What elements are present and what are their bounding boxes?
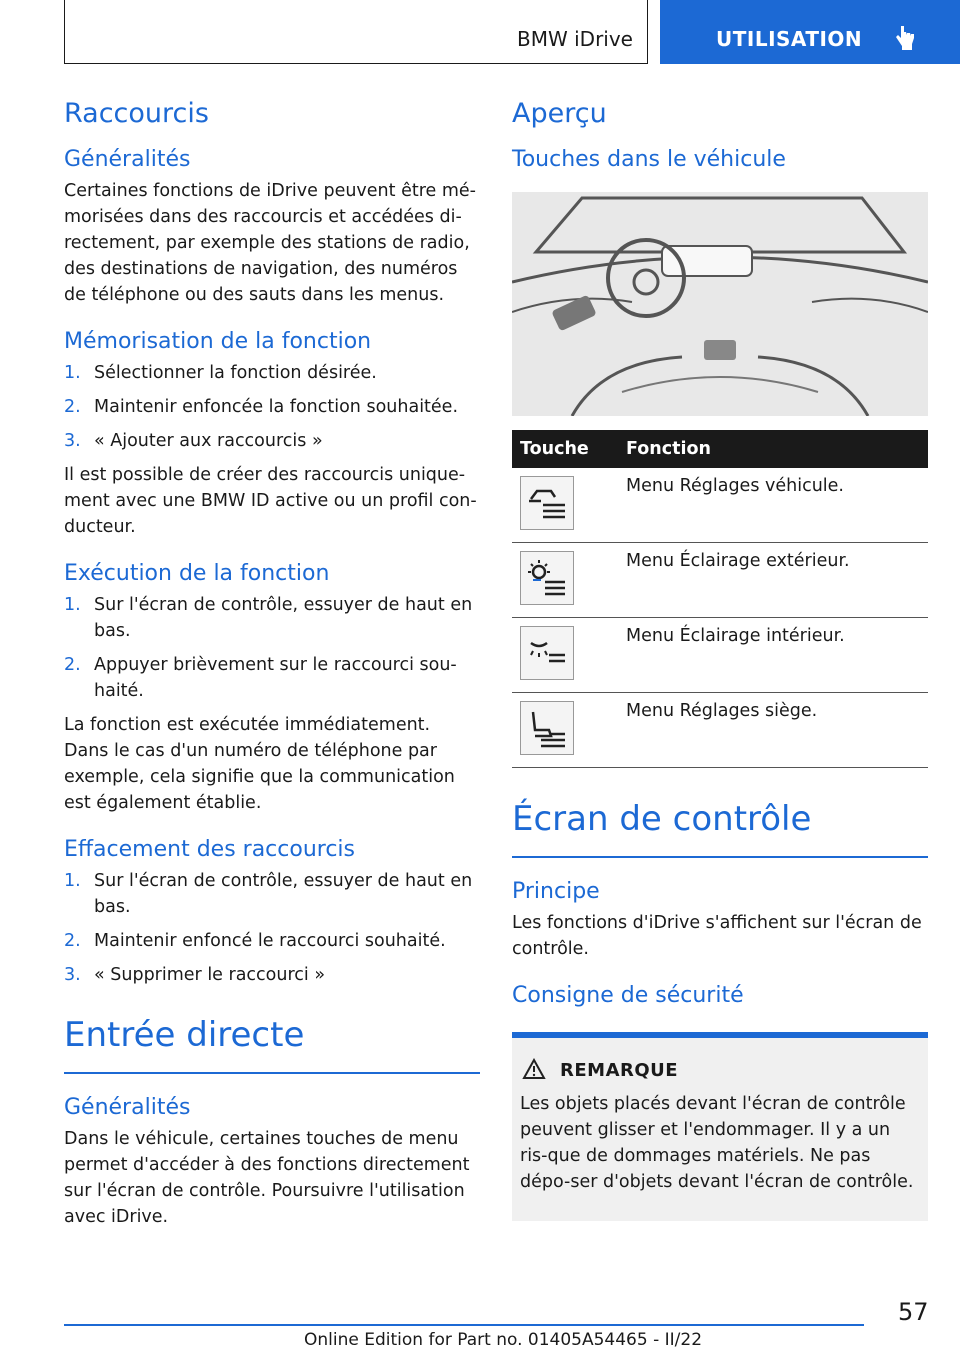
list-item: 1. Sur l'écran de contrôle, essuyer de haut en bas. (64, 871, 473, 917)
table-row (512, 693, 928, 768)
list-item: 2. Appuyer brièvement sur le raccourci sou-haité. (64, 655, 457, 701)
table-row (512, 618, 928, 693)
effacement-steps (64, 868, 480, 988)
memorisation-note: Il est possible de créer des raccourcis unique-ment avec une BMW ID active ou un profil con-ducteur. (64, 465, 477, 537)
table-row (512, 543, 928, 618)
raccourcis-heading: Raccourcis (64, 98, 209, 129)
list-item: 2. Maintenir enfoncée la fonction souhaitée. (64, 397, 459, 417)
table-row (512, 468, 928, 543)
interior-light-icon (520, 626, 574, 680)
pointing-hand-icon (894, 24, 916, 52)
col-header-fonction: Fonction (618, 430, 928, 468)
notice-box (512, 1032, 928, 1221)
header-chapter-box (660, 0, 960, 64)
function-cell: Menu Éclairage extérieur. (618, 543, 928, 618)
header-section-box (64, 0, 648, 64)
raccourcis-generalites-heading: Généralités (64, 147, 191, 172)
notice-label: REMARQUE (560, 1059, 679, 1081)
vehicle-settings-icon (520, 476, 574, 530)
memorisation-heading: Mémorisation de la fonction (64, 329, 372, 354)
ecran-heading: Écran de contrôle (512, 799, 812, 839)
header-section-title: BMW iDrive (517, 27, 633, 51)
function-cell: Menu Réglages véhicule. (618, 468, 928, 543)
execution-steps (64, 592, 480, 704)
entree-generalites-text: Dans le véhicule, certaines touches de menu permet d'accéder à des fonctions directement sur l'écran de contrôle. Poursuivre l'utilisation avec iDrive. (64, 1128, 470, 1227)
header-chapter-title: UTILISATION (716, 27, 863, 51)
page-number: 57 (898, 1298, 929, 1326)
consigne-heading: Consigne de sécurité (512, 982, 744, 1008)
car-interior-drawing (512, 192, 928, 416)
keys-table (512, 430, 928, 768)
list-item: 1. Sélectionner la fonction désirée. (64, 363, 377, 383)
list-item: 1. Sur l'écran de contrôle, essuyer de haut en bas. (64, 595, 473, 641)
notice-title (560, 1060, 920, 1081)
section-divider (512, 856, 928, 858)
right-column (512, 92, 928, 1221)
memorisation-steps (64, 360, 480, 454)
left-column (64, 92, 480, 1230)
warning-icon (522, 1058, 546, 1080)
list-item: 3. « Supprimer le raccourci » (64, 965, 326, 985)
touches-heading: Touches dans le véhicule (512, 147, 786, 172)
function-cell: Menu Réglages siège. (618, 693, 928, 768)
effacement-heading: Effacement des raccourcis (64, 837, 356, 862)
execution-heading: Exécution de la fonction (64, 561, 330, 586)
entree-generalites-heading: Généralités (64, 1094, 191, 1120)
function-cell: Menu Éclairage intérieur. (618, 618, 928, 693)
principe-text: Les fonctions d'iDrive s'affichent sur l'écran de contrôle. (512, 912, 922, 959)
list-item: 2. Maintenir enfoncé le raccourci souhaité. (64, 931, 446, 951)
footer-divider (64, 1324, 864, 1326)
col-header-touche: Touche (512, 430, 618, 468)
principe-heading: Principe (512, 878, 600, 904)
exterior-light-icon (520, 551, 574, 605)
list-item: 3. « Ajouter aux raccourcis » (64, 431, 323, 451)
seat-settings-icon (520, 701, 574, 755)
apercu-heading: Aperçu (512, 98, 607, 129)
section-divider (64, 1072, 480, 1074)
entree-directe-heading: Entrée directe (64, 1015, 305, 1055)
dashboard-illustration (512, 192, 928, 416)
notice-text: Les objets placés devant l'écran de contrôle peuvent glisser et l'endommager. Il y a un ris-que de dommages matériels. Ne pas dépo-ser d'objets devant l'écran de contrôle. (520, 1093, 914, 1192)
execution-note: La fonction est exécutée immédiatement. Dans le cas d'un numéro de téléphone par exemple, cela signifie que la communication est également établie. (64, 715, 455, 813)
footer-edition: Online Edition for Part no. 01405A54465 - II/22 (304, 1330, 703, 1350)
raccourcis-generalites-text: Certaines fonctions de iDrive peuvent être mé-morisées dans des raccourcis et accédées di-rectement, par exemple des stations de radio, des destinations de navigation, des numéros de téléphone ou des sauts dans les menus. (64, 181, 476, 305)
